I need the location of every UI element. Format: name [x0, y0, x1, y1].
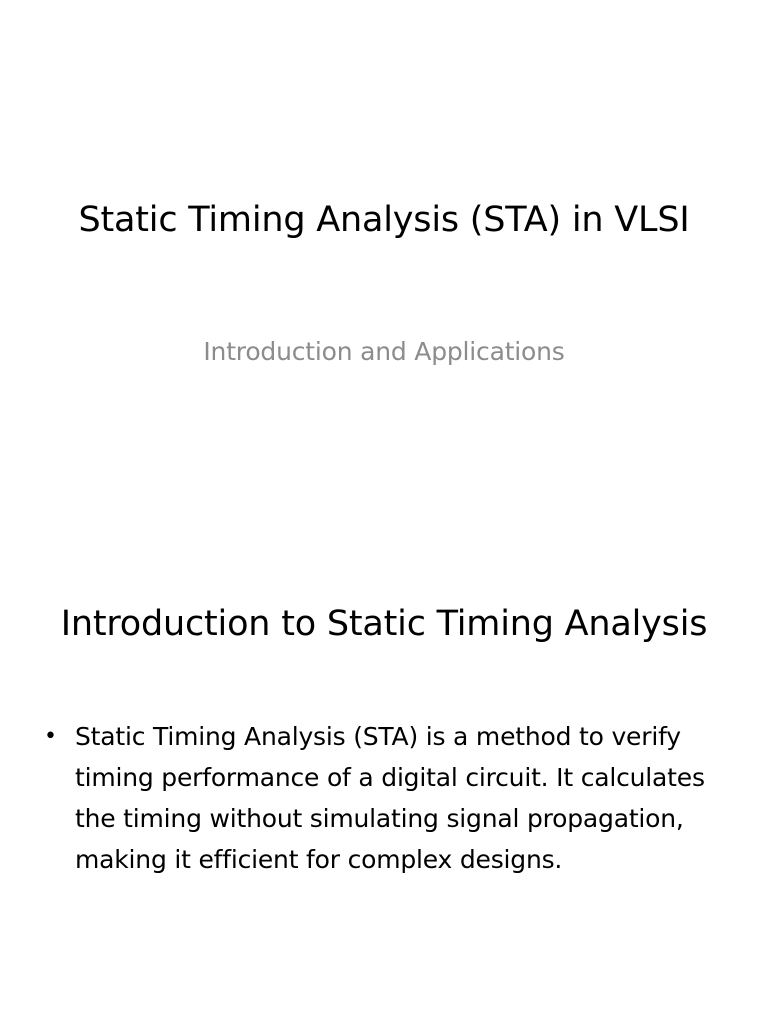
bullet-list — [40, 716, 730, 880]
slide-heading: Introduction to Static Timing Analysis — [60, 604, 708, 644]
bullet-marker: • — [44, 724, 57, 749]
slide-title: Static Timing Analysis (STA) in VLSI — [78, 200, 690, 240]
bullet-item — [40, 716, 730, 880]
slide-subtitle: Introduction and Applications — [203, 337, 565, 366]
content-slide — [0, 576, 768, 1024]
bullet-text: Static Timing Analysis (STA) is a method to verify timing performance of a digital circuit. It calculates the timing without simulating signal propagation, making it efficient for complex designs. — [75, 722, 705, 874]
